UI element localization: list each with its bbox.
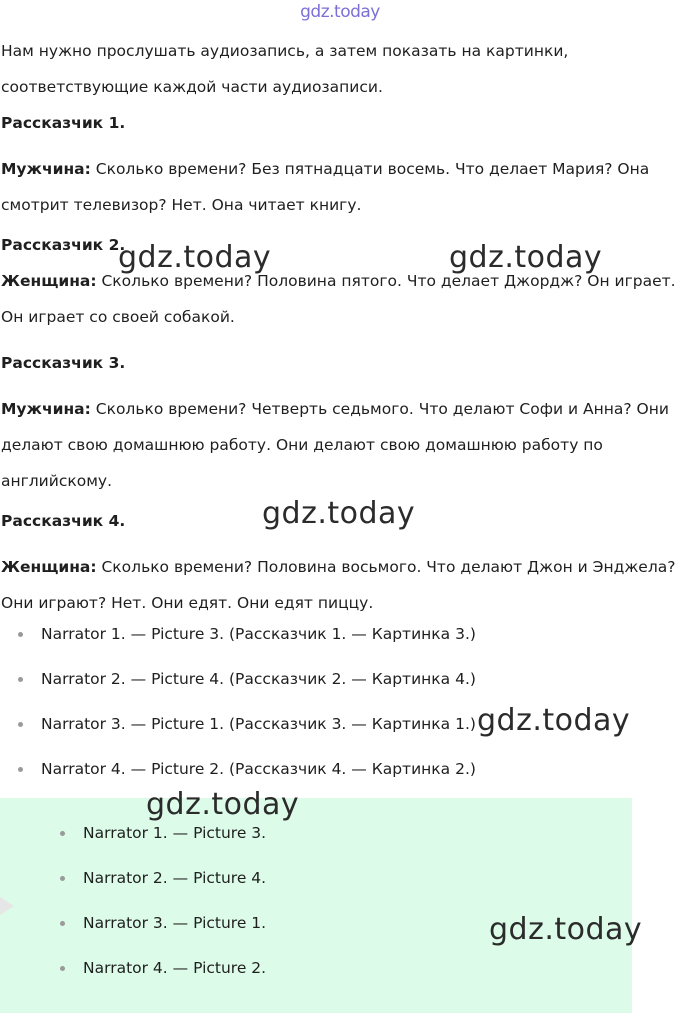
speaker-label: Мужчина: bbox=[1, 400, 91, 418]
bullet-icon bbox=[60, 831, 65, 836]
dialogue-2-line-2: Он играет со своей собакой. bbox=[1, 308, 235, 326]
short-answers-list bbox=[0, 820, 266, 1000]
watermark: gdz.today bbox=[262, 496, 416, 531]
speaker-label: Мужчина: bbox=[1, 160, 91, 178]
bullet-icon bbox=[18, 632, 23, 637]
dialogue-1-line-1: Мужчина: Сколько времени? Без пятнадцати восемь. Что делает Мария? Она bbox=[1, 160, 650, 178]
bullet-icon bbox=[18, 767, 23, 772]
list-item: Narrator 3. — Picture 1. (Рассказчик 3. — Картинка 1.) bbox=[1, 711, 677, 756]
intro-line-2: соответствующие каждой части аудиозаписи. bbox=[1, 78, 383, 96]
narrator-3-heading: Рассказчик 3. bbox=[1, 354, 126, 372]
solution-text bbox=[1, 33, 677, 801]
dialogue-2-line-1: Женщина: Сколько времени? Половина пятого. Что делает Джордж? Он играет. bbox=[1, 272, 676, 290]
speaker-label: Женщина: bbox=[1, 558, 97, 576]
site-logo[interactable]: gdz.today bbox=[300, 2, 380, 22]
bullet-icon bbox=[18, 677, 23, 682]
list-item: Narrator 3. — Picture 1. bbox=[0, 910, 266, 955]
watermark: gdz.today bbox=[489, 912, 643, 947]
dialogue-3-line-2: делают свою домашнюю работу. Они делают свою домашнюю работу по bbox=[1, 436, 603, 454]
speaker-label: Женщина: bbox=[1, 272, 97, 290]
list-item: Narrator 2. — Picture 4. bbox=[0, 865, 266, 910]
list-item: Narrator 1. — Picture 3. bbox=[0, 820, 266, 865]
answer-box bbox=[0, 798, 632, 1013]
narrator-2-heading: Рассказчик 2. bbox=[1, 236, 126, 254]
dialogue-4-line-2: Они играют? Нет. Они едят. Они едят пиццу. bbox=[1, 594, 374, 612]
dialogue-3-line-1: Мужчина: Сколько времени? Четверть седьмого. Что делают Софи и Анна? Они bbox=[1, 400, 669, 418]
dialogue-1-line-2: смотрит телевизор? Нет. Она читает книгу. bbox=[1, 196, 362, 214]
bullet-icon bbox=[60, 876, 65, 881]
list-item: Narrator 4. — Picture 2. bbox=[0, 955, 266, 1000]
play-icon[interactable] bbox=[0, 897, 14, 915]
intro-line-1: Нам нужно прослушать аудиозапись, а затем показать на картинки, bbox=[1, 42, 569, 60]
watermark: gdz.today bbox=[118, 240, 272, 275]
narrator-4-heading: Рассказчик 4. bbox=[1, 512, 126, 530]
bullet-icon bbox=[60, 966, 65, 971]
list-item: Narrator 4. — Picture 2. (Рассказчик 4. — Картинка 2.) bbox=[1, 756, 677, 801]
watermark: gdz.today bbox=[146, 787, 300, 822]
bullet-icon bbox=[60, 921, 65, 926]
dialogue-3-line-3: английскому. bbox=[1, 472, 112, 490]
bullet-icon bbox=[18, 722, 23, 727]
list-item: Narrator 1. — Picture 3. (Рассказчик 1. — Картинка 3.) bbox=[1, 621, 677, 666]
list-item: Narrator 2. — Picture 4. (Рассказчик 2. — Картинка 4.) bbox=[1, 666, 677, 711]
watermark: gdz.today bbox=[477, 703, 631, 738]
narrator-1-heading: Рассказчик 1. bbox=[1, 114, 126, 132]
dialogue-4-line-1: Женщина: Сколько времени? Половина восьмого. Что делают Джон и Энджела? bbox=[1, 558, 676, 576]
watermark: gdz.today bbox=[449, 240, 603, 275]
